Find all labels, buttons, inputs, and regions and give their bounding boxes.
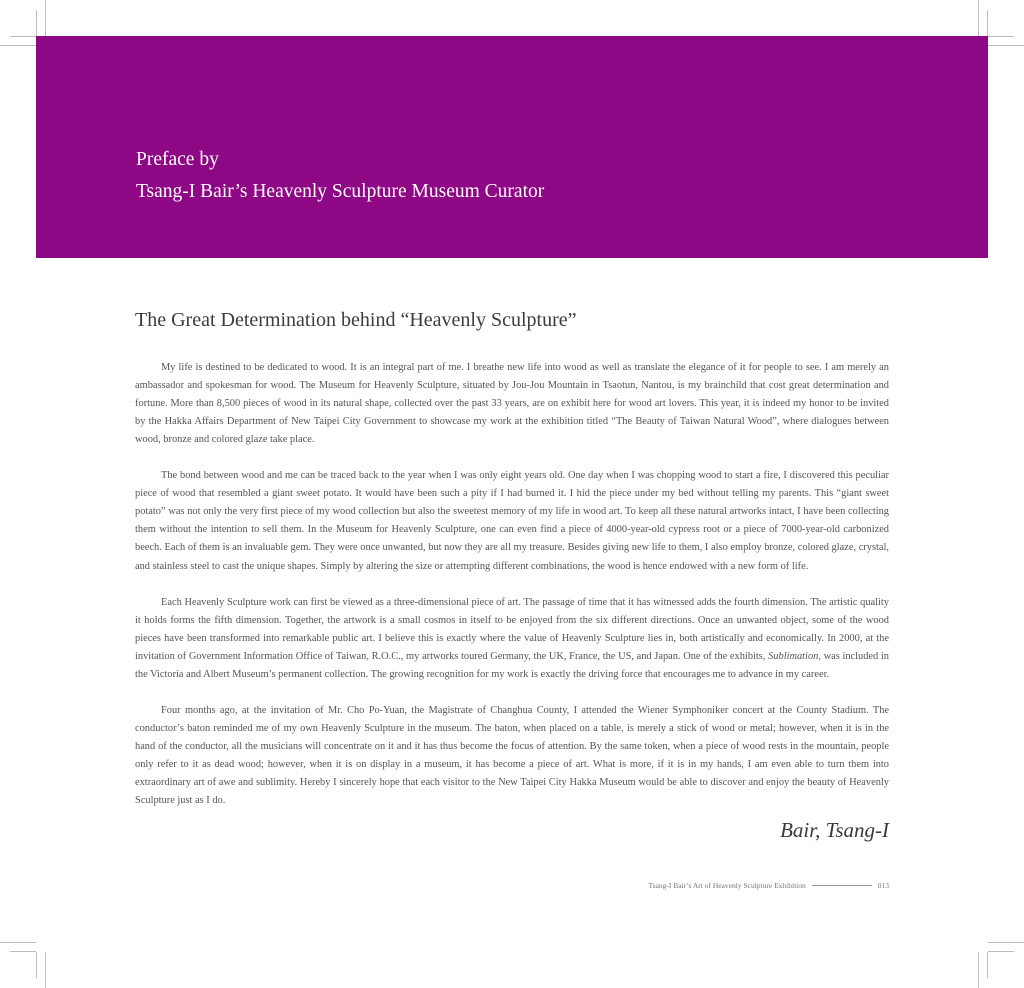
preface-heading-line1: Preface by (136, 149, 219, 170)
artwork-title: Sublimation (768, 650, 819, 662)
section-title: The Great Determination behind “Heavenly Sculpture” (135, 309, 577, 331)
paragraph (135, 594, 889, 684)
paragraph: My life is destined to be dedicated to wood. It is an integral part of me. I breathe new life into wood as well as translate the elegance of it for people to see. I am merely an ambassador and spokesman for wood. The Museum for Heavenly Sculpture, situated by Jou-Jou Mountain in Tsaotun, Nantou, is my brainchild that cost great determination and fortune. More than 8,500 pieces of wood in its natural shape, collected over the past 33 years, are on exhibit here for wood art lovers. This year, it is indeed my honor to be invited by the Hakka Affairs Department of New Taipei City Government to showcase my work at the exhibition titled “The Beauty of Taiwan Natural Wood”, where dialogues between wood, bronze and colored glaze take place. (135, 362, 889, 446)
paragraph: Four months ago, at the invitation of Mr. Cho Po-Yuan, the Magistrate of Changhua County, I attended the Wiener Symphoniker concert at the County Stadium. The conductor’s baton reminded me of my own Heavenly Sculpture in the museum. The baton, when placed on a table, is merely a stick of wood or metal; however, when it is in the hand of the conductor, all the musicians will concentrate on it and it has thus become the focus of attention. By the same token, when a piece of wood rests in the mountain, people only refer to it as dead wood; however, when it is on display in a museum, it has become a piece of art. What is more, if it is in my hands, I am even able to turn them into extraordinary art of awe and sublimity. Hereby I sincerely hope that each visitor to the New Taipei City Hakka Museum would be able to discover and enjoy the beauty of Heavenly Sculpture just as I do. (135, 704, 889, 807)
crop-mark (36, 10, 37, 36)
preface-heading-line2: Tsang-I Bair’s Heavenly Sculpture Museum Curator (136, 181, 545, 202)
signature: Bair, Tsang-I (780, 818, 889, 842)
crop-mark (45, 952, 46, 988)
crop-mark (988, 951, 1014, 952)
running-title: Tsang-I Bair’s Art of Heavenly Sculpture Exhibition (648, 880, 806, 890)
paragraph-text: , was included in the Victoria and Albert Museum’s permanent collection. The growing recognition for my work is exactly the driving force that encourages me to advance in my career. (135, 650, 889, 680)
paragraph: The bond between wood and me can be traced back to the year when I was only eight years old. One day when I was chopping wood to start a fire, I discovered this peculiar piece of wood that resembled a giant sweet potato. It would have been such a pity if I had burned it. I hid the piece under my bed without telling my parents. This “giant sweet potato” was not only the very first piece of my wood collection but also the sweetest memory of my life in wood art. To keep all these natural artworks intact, I have been collecting them without the intention to sell them. In the Museum for Heavenly Sculpture, one can even find a piece of 4000-year-old cypress root or a piece of 7000-year-old carbonized beech. Each of them is an invaluable gem. They were once unwanted, but now they are all my treasure. Besides giving new life to them, I also employ bronze, colored glaze, crystal, and stainless steel to cast the unique shapes. Simply by altering the size or attempting different combinations, the wood is hence endowed with a new form of life. (135, 470, 889, 572)
body-text (135, 359, 889, 810)
crop-mark (987, 10, 988, 36)
crop-mark (36, 952, 37, 978)
page-footer (600, 878, 889, 892)
crop-mark (10, 951, 36, 952)
crop-mark (978, 0, 979, 36)
crop-mark (988, 45, 1024, 46)
header-band (36, 36, 988, 258)
footer-rule (812, 885, 872, 886)
page-number: 013 (877, 880, 889, 890)
crop-mark (988, 942, 1024, 943)
paragraph-text: Each Heavenly Sculpture work can first be viewed as a three-dimensional piece of art. The passage of time that it has witnessed adds the fourth dimension. The artistic quality it holds forms the fifth dimension. Together, the artwork is a small cosmos in itself to be enjoyed from the six different directions. Once an unwanted object, some of the wood pieces have been transformed into remarkable public art. I believe this is exactly where the value of Heavenly Sculpture lies in, both artistically and economically. In 2000, at the invitation of Government Information Office of Taiwan, R.O.C., my artworks toured Germany, the UK, France, the US, and Japan. One of the exhibits, (135, 596, 889, 662)
crop-mark (10, 36, 36, 37)
crop-mark (987, 952, 988, 978)
crop-mark (45, 0, 46, 36)
crop-mark (0, 942, 36, 943)
crop-mark (978, 952, 979, 988)
preface-heading (136, 144, 544, 208)
crop-mark (0, 45, 36, 46)
crop-mark (988, 36, 1014, 37)
